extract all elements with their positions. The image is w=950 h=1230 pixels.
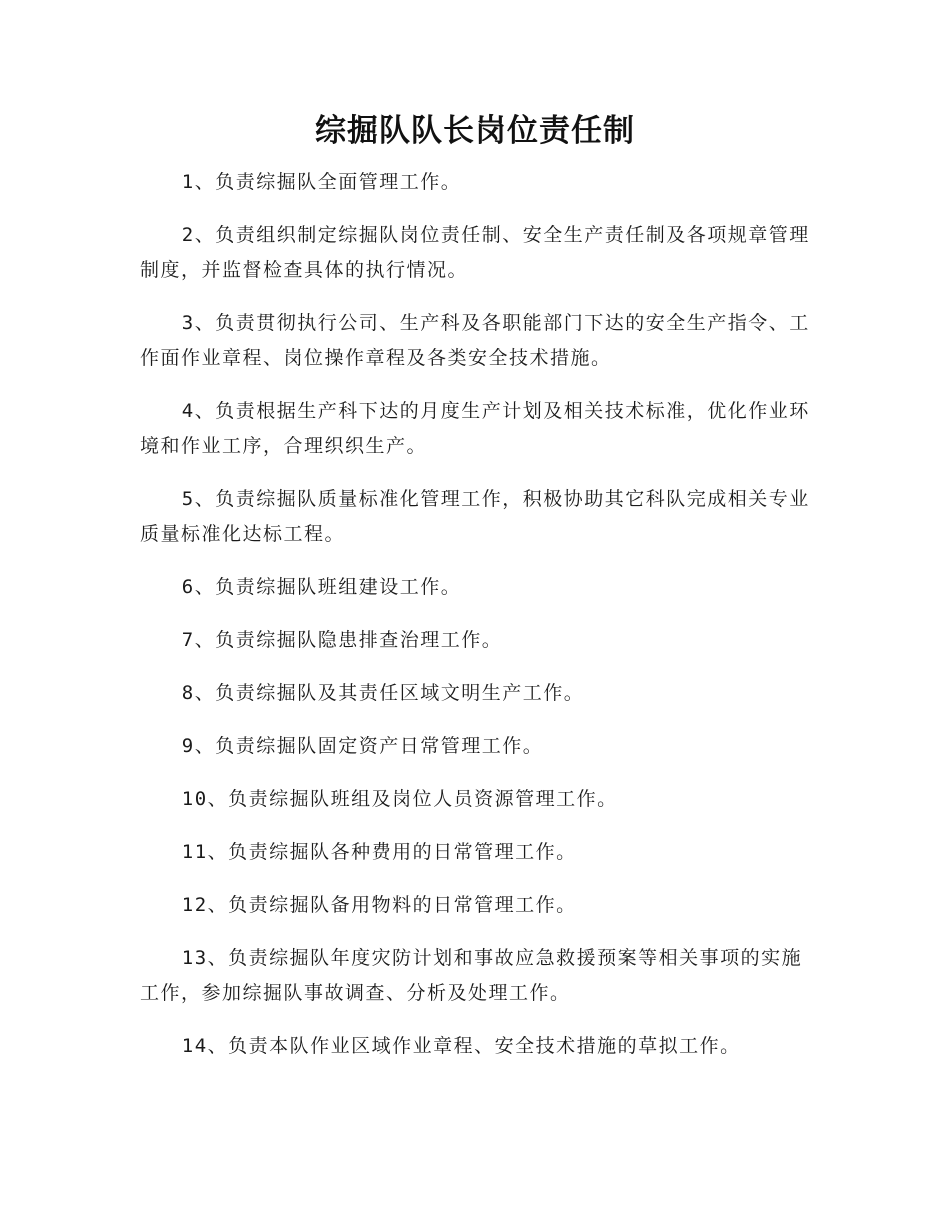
duty-item-12: 12、负责综掘队备用物料的日常管理工作。	[181, 894, 577, 916]
duty-item-7: 7、负责综掘队隐患排查治理工作。	[181, 629, 503, 651]
duty-item-2: 2、负责组织制定综掘队岗位责任制、安全生产责任制及各项规章管理制度，并监督检查具体的执行情况。	[140, 224, 810, 281]
page-title: 综掘队队长岗位责任制	[315, 113, 635, 149]
duty-item-13: 13、负责综掘队年度灾防计划和事故应急救援预案等相关事项的实施工作，参加综掘队事故调查、分析及处理工作。	[140, 947, 803, 1004]
duty-item-10: 10、负责综掘队班组及岗位人员资源管理工作。	[181, 788, 618, 810]
duty-list	[140, 165, 810, 1082]
duty-item-14: 14、负责本队作业区域作业章程、安全技术措施的草拟工作。	[181, 1035, 741, 1057]
duty-item-11: 11、负责综掘队各种费用的日常管理工作。	[181, 841, 577, 863]
duty-item-6: 6、负责综掘队班组建设工作。	[181, 576, 462, 598]
duty-item-1: 1、负责综掘队全面管理工作。	[181, 171, 462, 193]
duty-item-3: 3、负责贯彻执行公司、生产科及各职能部门下达的安全生产指令、工作面作业章程、岗位操作章程及各类安全技术措施。	[140, 312, 810, 369]
duty-item-5: 5、负责综掘队质量标准化管理工作，积极协助其它科队完成相关专业质量标准化达标工程。	[140, 488, 810, 545]
duty-item-4: 4、负责根据生产科下达的月度生产计划及相关技术标准，优化作业环境和作业工序，合理织织生产。	[140, 400, 810, 457]
duty-item-8: 8、负责综掘队及其责任区域文明生产工作。	[181, 682, 585, 704]
duty-item-9: 9、负责综掘队固定资产日常管理工作。	[181, 735, 544, 757]
